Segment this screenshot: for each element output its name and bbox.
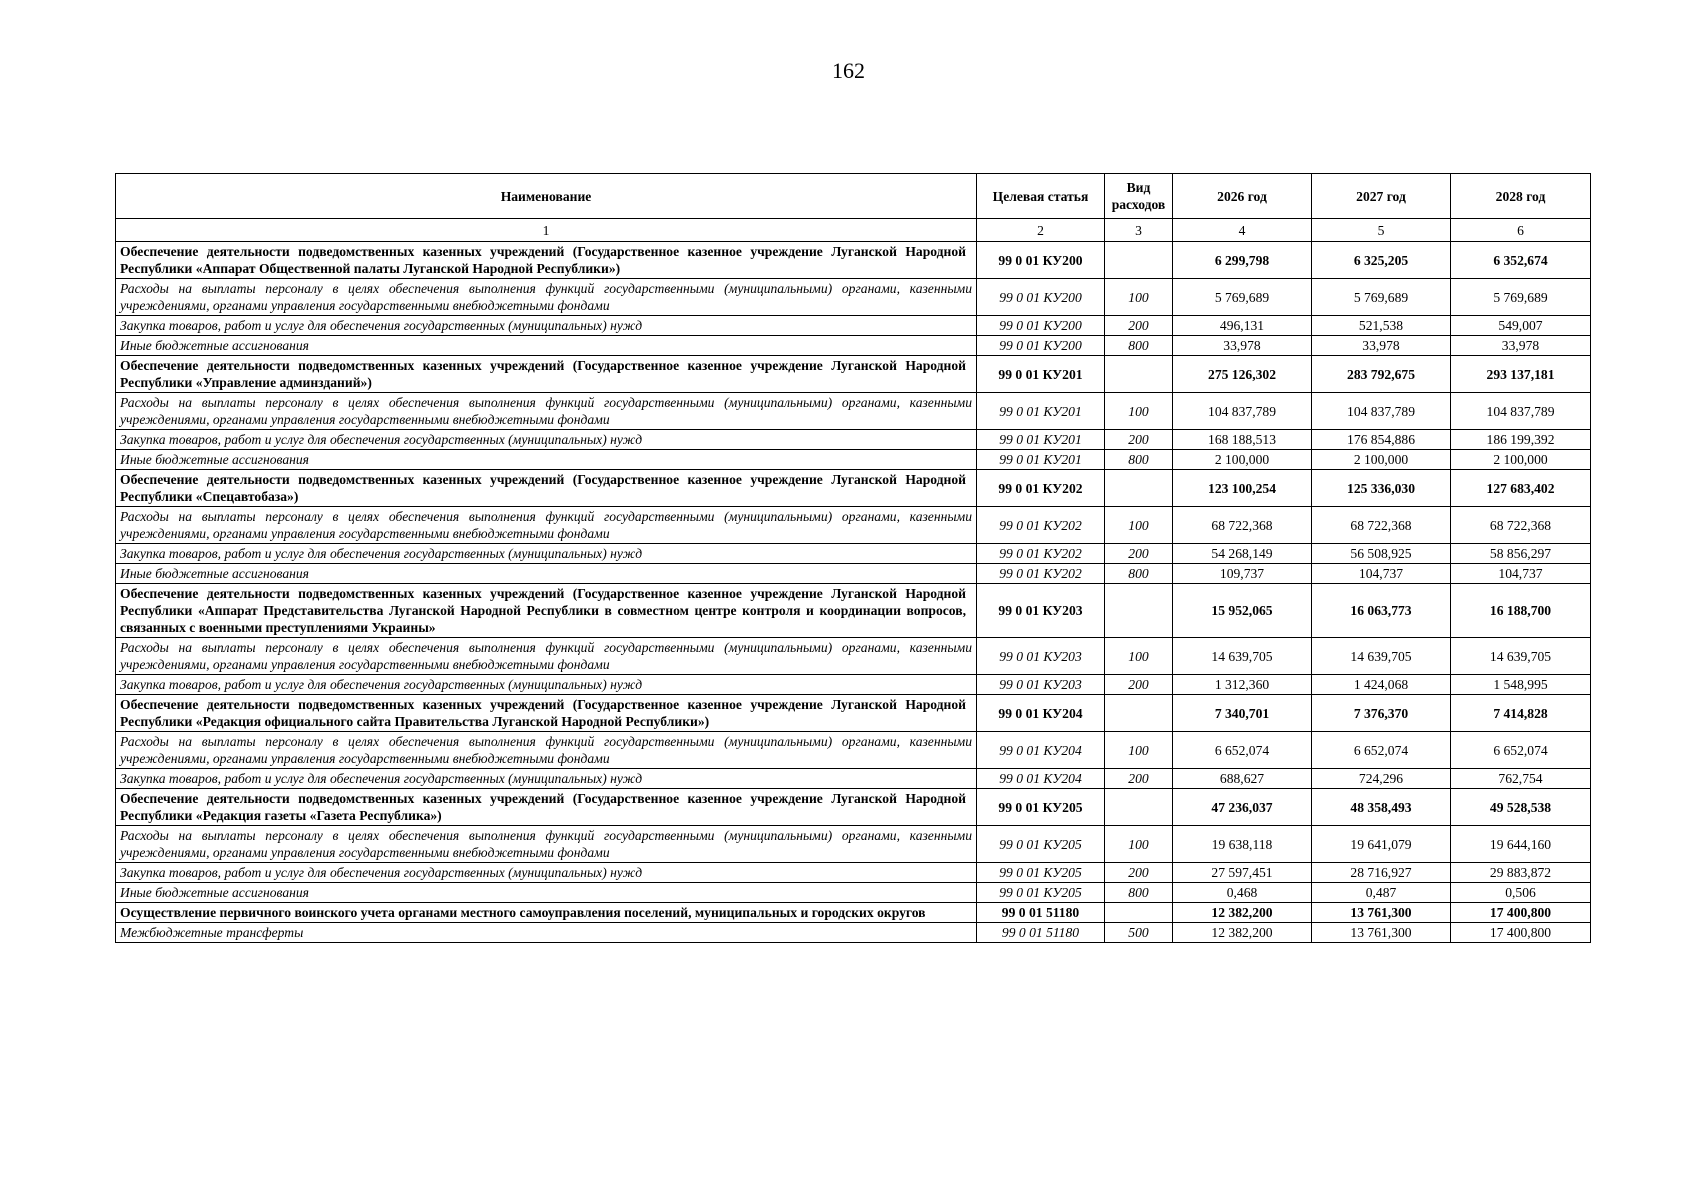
- row-target-code: 99 0 01 КУ205: [977, 826, 1105, 863]
- row-target-code: 99 0 01 КУ202: [977, 507, 1105, 544]
- row-value-2028: 19 644,160: [1451, 826, 1591, 863]
- table-row: [116, 564, 1591, 584]
- row-value-2028: 6 352,674: [1451, 242, 1591, 279]
- row-expense-kind: 800: [1105, 564, 1173, 584]
- table-row: [116, 544, 1591, 564]
- header-2028: 2028 год: [1451, 174, 1591, 219]
- row-value-2026: 27 597,451: [1173, 863, 1312, 883]
- row-value-2026: 12 382,200: [1173, 923, 1312, 943]
- row-value-2027: 19 641,079: [1312, 826, 1451, 863]
- row-expense-kind: 200: [1105, 675, 1173, 695]
- row-value-2028: 17 400,800: [1451, 903, 1591, 923]
- row-value-2027: 104,737: [1312, 564, 1451, 584]
- row-value-2026: 12 382,200: [1173, 903, 1312, 923]
- row-value-2026: 15 952,065: [1173, 584, 1312, 638]
- row-value-2027: 6 325,205: [1312, 242, 1451, 279]
- table-row: [116, 863, 1591, 883]
- table-row-section: [116, 470, 1591, 507]
- table-row-section: [116, 903, 1591, 923]
- row-name: Иные бюджетные ассигнования: [116, 564, 977, 584]
- row-name: Закупка товаров, работ и услуг для обеспечения государственных (муниципальных) нужд: [116, 863, 977, 883]
- col-number: 3: [1105, 219, 1173, 242]
- row-value-2026: 123 100,254: [1173, 470, 1312, 507]
- row-value-2026: 104 837,789: [1173, 393, 1312, 430]
- row-target-code: 99 0 01 КУ203: [977, 584, 1105, 638]
- row-expense-kind: 100: [1105, 393, 1173, 430]
- table-row: [116, 393, 1591, 430]
- table-row-section: [116, 356, 1591, 393]
- row-value-2027: 2 100,000: [1312, 450, 1451, 470]
- row-value-2028: 6 652,074: [1451, 732, 1591, 769]
- row-target-code: 99 0 01 КУ201: [977, 393, 1105, 430]
- row-value-2026: 688,627: [1173, 769, 1312, 789]
- row-value-2027: 0,487: [1312, 883, 1451, 903]
- row-value-2028: 14 639,705: [1451, 638, 1591, 675]
- row-target-code: 99 0 01 КУ203: [977, 638, 1105, 675]
- col-number: 2: [977, 219, 1105, 242]
- row-name: Обеспечение деятельности подведомственных казенных учреждений (Государственное казенное учреждение Луганской Народной Республики «Аппарат Общественной палаты Луганской Народной Республики»): [116, 242, 977, 279]
- row-name: Иные бюджетные ассигнования: [116, 883, 977, 903]
- header-kind: Вид расходов: [1105, 174, 1173, 219]
- row-value-2026: 68 722,368: [1173, 507, 1312, 544]
- row-expense-kind: 100: [1105, 732, 1173, 769]
- row-value-2028: 293 137,181: [1451, 356, 1591, 393]
- table-row: [116, 675, 1591, 695]
- row-name: Расходы на выплаты персоналу в целях обеспечения выполнения функций государственными (муниципальными) органами, казенными учреждениями, органами управления государственными внебюджетными фондами: [116, 279, 977, 316]
- row-value-2027: 56 508,925: [1312, 544, 1451, 564]
- row-value-2028: 17 400,800: [1451, 923, 1591, 943]
- header-name: Наименование: [116, 174, 977, 219]
- row-expense-kind: [1105, 470, 1173, 507]
- row-value-2027: 521,538: [1312, 316, 1451, 336]
- row-value-2028: 1 548,995: [1451, 675, 1591, 695]
- row-value-2028: 0,506: [1451, 883, 1591, 903]
- row-expense-kind: 100: [1105, 279, 1173, 316]
- row-target-code: 99 0 01 КУ204: [977, 769, 1105, 789]
- row-name: Закупка товаров, работ и услуг для обеспечения государственных (муниципальных) нужд: [116, 316, 977, 336]
- row-value-2026: 109,737: [1173, 564, 1312, 584]
- row-target-code: 99 0 01 КУ202: [977, 544, 1105, 564]
- row-value-2026: 2 100,000: [1173, 450, 1312, 470]
- row-target-code: 99 0 01 КУ201: [977, 450, 1105, 470]
- row-expense-kind: [1105, 242, 1173, 279]
- row-value-2028: 549,007: [1451, 316, 1591, 336]
- row-expense-kind: 800: [1105, 883, 1173, 903]
- table-row: [116, 336, 1591, 356]
- row-name: Расходы на выплаты персоналу в целях обеспечения выполнения функций государственными (муниципальными) органами, казенными учреждениями, органами управления государственными внебюджетными фондами: [116, 393, 977, 430]
- row-expense-kind: 800: [1105, 450, 1173, 470]
- row-value-2026: 0,468: [1173, 883, 1312, 903]
- row-value-2027: 7 376,370: [1312, 695, 1451, 732]
- row-name: Иные бюджетные ассигнования: [116, 450, 977, 470]
- row-expense-kind: 800: [1105, 336, 1173, 356]
- row-value-2028: 762,754: [1451, 769, 1591, 789]
- table-row-section: [116, 584, 1591, 638]
- row-value-2027: 14 639,705: [1312, 638, 1451, 675]
- row-value-2027: 724,296: [1312, 769, 1451, 789]
- table-row: [116, 732, 1591, 769]
- table-row: [116, 430, 1591, 450]
- col-number: 4: [1173, 219, 1312, 242]
- row-target-code: 99 0 01 КУ204: [977, 695, 1105, 732]
- row-value-2028: 58 856,297: [1451, 544, 1591, 564]
- row-name: Расходы на выплаты персоналу в целях обеспечения выполнения функций государственными (муниципальными) органами, казенными учреждениями, органами управления государственными внебюджетными фондами: [116, 826, 977, 863]
- row-target-code: 99 0 01 КУ202: [977, 470, 1105, 507]
- row-target-code: 99 0 01 51180: [977, 923, 1105, 943]
- col-number: 6: [1451, 219, 1591, 242]
- row-expense-kind: 200: [1105, 544, 1173, 564]
- row-target-code: 99 0 01 КУ200: [977, 279, 1105, 316]
- table-row: [116, 883, 1591, 903]
- row-expense-kind: 100: [1105, 638, 1173, 675]
- row-value-2028: 49 528,538: [1451, 789, 1591, 826]
- row-target-code: 99 0 01 КУ203: [977, 675, 1105, 695]
- row-target-code: 99 0 01 КУ205: [977, 883, 1105, 903]
- row-value-2026: 14 639,705: [1173, 638, 1312, 675]
- row-name: Иные бюджетные ассигнования: [116, 336, 977, 356]
- row-name: Обеспечение деятельности подведомственных казенных учреждений (Государственное казенное учреждение Луганской Народной Республики «Редакция газеты «Газета Республика»): [116, 789, 977, 826]
- row-expense-kind: [1105, 695, 1173, 732]
- row-value-2026: 6 652,074: [1173, 732, 1312, 769]
- row-value-2028: 29 883,872: [1451, 863, 1591, 883]
- row-target-code: 99 0 01 КУ201: [977, 430, 1105, 450]
- row-value-2026: 1 312,360: [1173, 675, 1312, 695]
- row-value-2027: 33,978: [1312, 336, 1451, 356]
- header-2027: 2027 год: [1312, 174, 1451, 219]
- row-value-2028: 104 837,789: [1451, 393, 1591, 430]
- row-target-code: 99 0 01 51180: [977, 903, 1105, 923]
- row-name: Расходы на выплаты персоналу в целях обеспечения выполнения функций государственными (муниципальными) органами, казенными учреждениями, органами управления государственными внебюджетными фондами: [116, 638, 977, 675]
- row-expense-kind: [1105, 789, 1173, 826]
- row-value-2026: 168 188,513: [1173, 430, 1312, 450]
- row-name: Обеспечение деятельности подведомственных казенных учреждений (Государственное казенное учреждение Луганской Народной Республики «Спецавтобаза»): [116, 470, 977, 507]
- row-value-2028: 7 414,828: [1451, 695, 1591, 732]
- row-name: Обеспечение деятельности подведомственных казенных учреждений (Государственное казенное учреждение Луганской Народной Республики «Редакция официального сайта Правительства Луганской Народной Республики»): [116, 695, 977, 732]
- row-expense-kind: [1105, 584, 1173, 638]
- col-number: 1: [116, 219, 977, 242]
- row-value-2026: 54 268,149: [1173, 544, 1312, 564]
- row-value-2027: 13 761,300: [1312, 903, 1451, 923]
- table-row-section: [116, 789, 1591, 826]
- row-target-code: 99 0 01 КУ201: [977, 356, 1105, 393]
- row-expense-kind: 200: [1105, 863, 1173, 883]
- row-target-code: 99 0 01 КУ205: [977, 863, 1105, 883]
- row-value-2027: 283 792,675: [1312, 356, 1451, 393]
- row-value-2028: 2 100,000: [1451, 450, 1591, 470]
- table-row-section: [116, 695, 1591, 732]
- row-name: Осуществление первичного воинского учета органами местного самоуправления поселений, муниципальных и городских округов: [116, 903, 977, 923]
- row-value-2028: 16 188,700: [1451, 584, 1591, 638]
- row-value-2027: 6 652,074: [1312, 732, 1451, 769]
- row-value-2027: 125 336,030: [1312, 470, 1451, 507]
- row-value-2028: 186 199,392: [1451, 430, 1591, 450]
- row-value-2026: 496,131: [1173, 316, 1312, 336]
- header-target: Целевая статья: [977, 174, 1105, 219]
- table-row: [116, 450, 1591, 470]
- row-value-2026: 33,978: [1173, 336, 1312, 356]
- row-target-code: 99 0 01 КУ204: [977, 732, 1105, 769]
- row-expense-kind: 200: [1105, 316, 1173, 336]
- row-expense-kind: [1105, 356, 1173, 393]
- row-expense-kind: 200: [1105, 430, 1173, 450]
- row-value-2027: 28 716,927: [1312, 863, 1451, 883]
- row-value-2027: 48 358,493: [1312, 789, 1451, 826]
- row-value-2028: 33,978: [1451, 336, 1591, 356]
- table-row: [116, 923, 1591, 943]
- row-value-2027: 13 761,300: [1312, 923, 1451, 943]
- row-name: Закупка товаров, работ и услуг для обеспечения государственных (муниципальных) нужд: [116, 430, 977, 450]
- col-number: 5: [1312, 219, 1451, 242]
- row-value-2026: 6 299,798: [1173, 242, 1312, 279]
- row-value-2028: 127 683,402: [1451, 470, 1591, 507]
- table-row: [116, 279, 1591, 316]
- row-value-2026: 19 638,118: [1173, 826, 1312, 863]
- row-expense-kind: 200: [1105, 769, 1173, 789]
- row-name: Закупка товаров, работ и услуг для обеспечения государственных (муниципальных) нужд: [116, 675, 977, 695]
- row-name: Закупка товаров, работ и услуг для обеспечения государственных (муниципальных) нужд: [116, 769, 977, 789]
- row-target-code: 99 0 01 КУ200: [977, 316, 1105, 336]
- row-value-2026: 5 769,689: [1173, 279, 1312, 316]
- table-row: [116, 826, 1591, 863]
- row-target-code: 99 0 01 КУ202: [977, 564, 1105, 584]
- row-value-2027: 1 424,068: [1312, 675, 1451, 695]
- row-name: Обеспечение деятельности подведомственных казенных учреждений (Государственное казенное учреждение Луганской Народной Республики «Аппарат Представительства Луганской Народной Республики в совместном центре контроля и координации вопросов, связанных с военными преступлениями Украины»: [116, 584, 977, 638]
- table-row-section: [116, 242, 1591, 279]
- row-expense-kind: [1105, 903, 1173, 923]
- row-expense-kind: 100: [1105, 826, 1173, 863]
- row-value-2028: 68 722,368: [1451, 507, 1591, 544]
- row-target-code: 99 0 01 КУ200: [977, 242, 1105, 279]
- row-name: Расходы на выплаты персоналу в целях обеспечения выполнения функций государственными (муниципальными) органами, казенными учреждениями, органами управления государственными внебюджетными фондами: [116, 732, 977, 769]
- row-value-2027: 176 854,886: [1312, 430, 1451, 450]
- row-name: Межбюджетные трансферты: [116, 923, 977, 943]
- row-expense-kind: 500: [1105, 923, 1173, 943]
- table-row: [116, 638, 1591, 675]
- budget-table: [115, 173, 1591, 943]
- row-expense-kind: 100: [1105, 507, 1173, 544]
- table-row: [116, 769, 1591, 789]
- header-2026: 2026 год: [1173, 174, 1312, 219]
- row-value-2026: 7 340,701: [1173, 695, 1312, 732]
- page-number: 162: [832, 58, 865, 83]
- row-value-2027: 68 722,368: [1312, 507, 1451, 544]
- row-name: Закупка товаров, работ и услуг для обеспечения государственных (муниципальных) нужд: [116, 544, 977, 564]
- row-value-2027: 16 063,773: [1312, 584, 1451, 638]
- row-name: Обеспечение деятельности подведомственных казенных учреждений (Государственное казенное учреждение Луганской Народной Республики «Управление админзданий»): [116, 356, 977, 393]
- row-target-code: 99 0 01 КУ205: [977, 789, 1105, 826]
- row-value-2027: 104 837,789: [1312, 393, 1451, 430]
- row-value-2026: 47 236,037: [1173, 789, 1312, 826]
- row-value-2027: 5 769,689: [1312, 279, 1451, 316]
- row-name: Расходы на выплаты персоналу в целях обеспечения выполнения функций государственными (муниципальными) органами, казенными учреждениями, органами управления государственными внебюджетными фондами: [116, 507, 977, 544]
- row-value-2028: 5 769,689: [1451, 279, 1591, 316]
- row-value-2028: 104,737: [1451, 564, 1591, 584]
- row-target-code: 99 0 01 КУ200: [977, 336, 1105, 356]
- table-row: [116, 507, 1591, 544]
- table-row: [116, 316, 1591, 336]
- row-value-2026: 275 126,302: [1173, 356, 1312, 393]
